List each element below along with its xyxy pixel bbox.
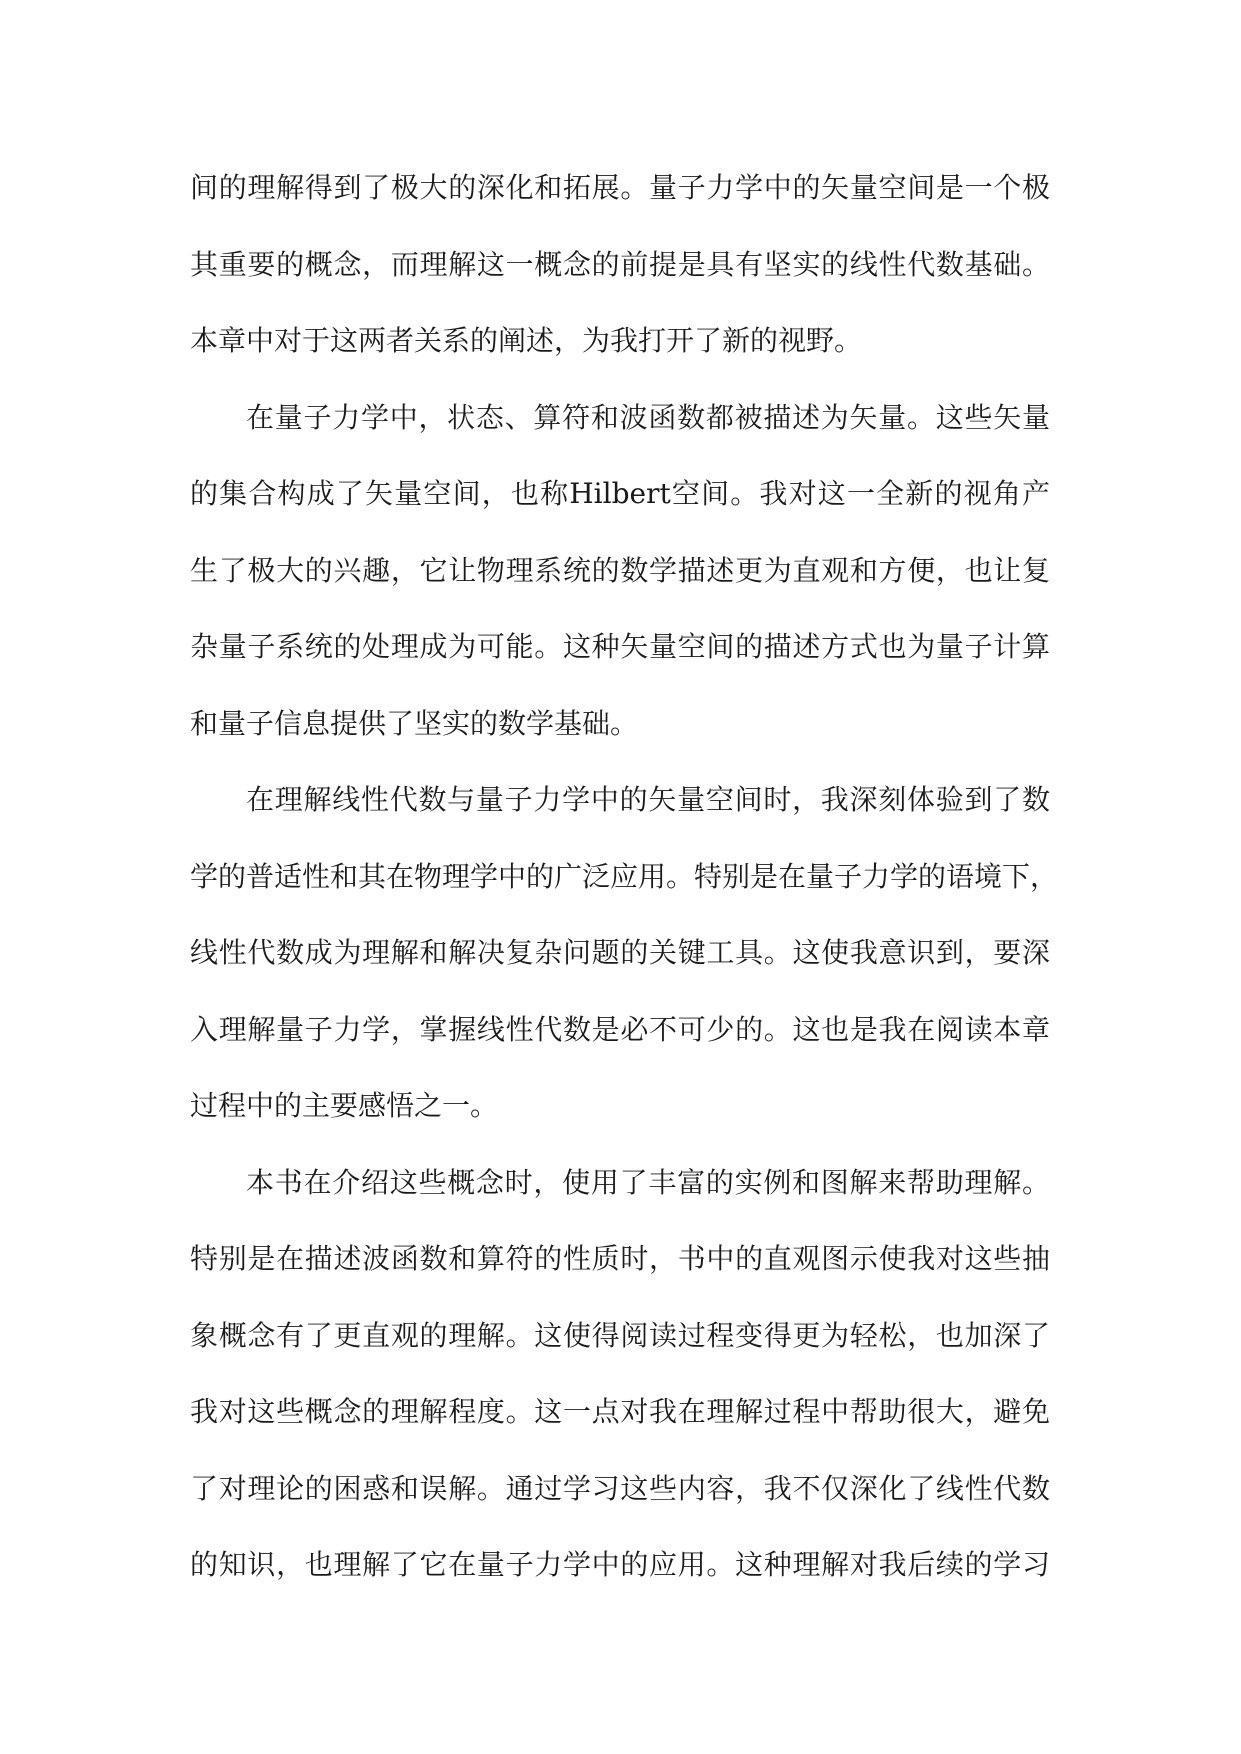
- text-line: 和量子信息提供了坚实的数学基础。: [190, 706, 639, 740]
- text-line: 入理解量子力学，掌握线性代数是必不可少的。这也是我在阅读本章: [190, 1012, 1050, 1046]
- text-line: 其重要的概念，而理解这一概念的前提是具有坚实的线性代数基础。: [190, 247, 1050, 281]
- text-line: 生了极大的兴趣，它让物理系统的数学描述更为直观和方便，也让复: [190, 553, 1050, 587]
- text-line: 间的理解得到了极大的深化和拓展。量子力学中的矢量空间是一个极: [190, 171, 1050, 204]
- text-line: 在量子力学中，状态、算符和波函数都被描述为矢量。这些矢量: [246, 400, 1050, 434]
- text-line: 了对理论的困惑和误解。通过学习这些内容，我不仅深化了线性代数: [190, 1471, 1050, 1505]
- text-line: 的集合构成了矢量空间，也称Hilbert空间。我对这一全新的视角产: [190, 477, 1050, 510]
- text-line: 学的普适性和其在物理学中的广泛应用。特别是在量子力学的语境下，: [190, 859, 1059, 893]
- text-line: 杂量子系统的处理成为可能。这种矢量空间的描述方式也为量子计算: [190, 630, 1050, 663]
- document-page: [190, 150, 1059, 1604]
- text-line: 象概念有了更直观的理解。这使得阅读过程变得更为轻松，也加深了: [190, 1318, 1050, 1352]
- text-line: 特别是在描述波函数和算符的性质时，书中的直观图示使我对这些抽: [190, 1242, 1050, 1275]
- text-line: 本章中对于这两者关系的阐述，为我打开了新的视野。: [190, 324, 863, 357]
- text-line: 过程中的主要感悟之一。: [190, 1089, 499, 1122]
- text-line: 的知识，也理解了它在量子力学中的应用。这种理解对我后续的学习: [190, 1548, 1050, 1581]
- text-line: 在理解线性代数与量子力学中的矢量空间时，我深刻体验到了数: [246, 783, 1050, 816]
- text-line: 本书在介绍这些概念时，使用了丰富的实例和图解来帮助理解。: [246, 1165, 1050, 1199]
- text-line: 我对这些概念的理解程度。这一点对我在理解过程中帮助很大，避免: [190, 1395, 1050, 1428]
- text-line: 线性代数成为理解和解决复杂问题的关键工具。这使我意识到，要深: [190, 936, 1050, 969]
